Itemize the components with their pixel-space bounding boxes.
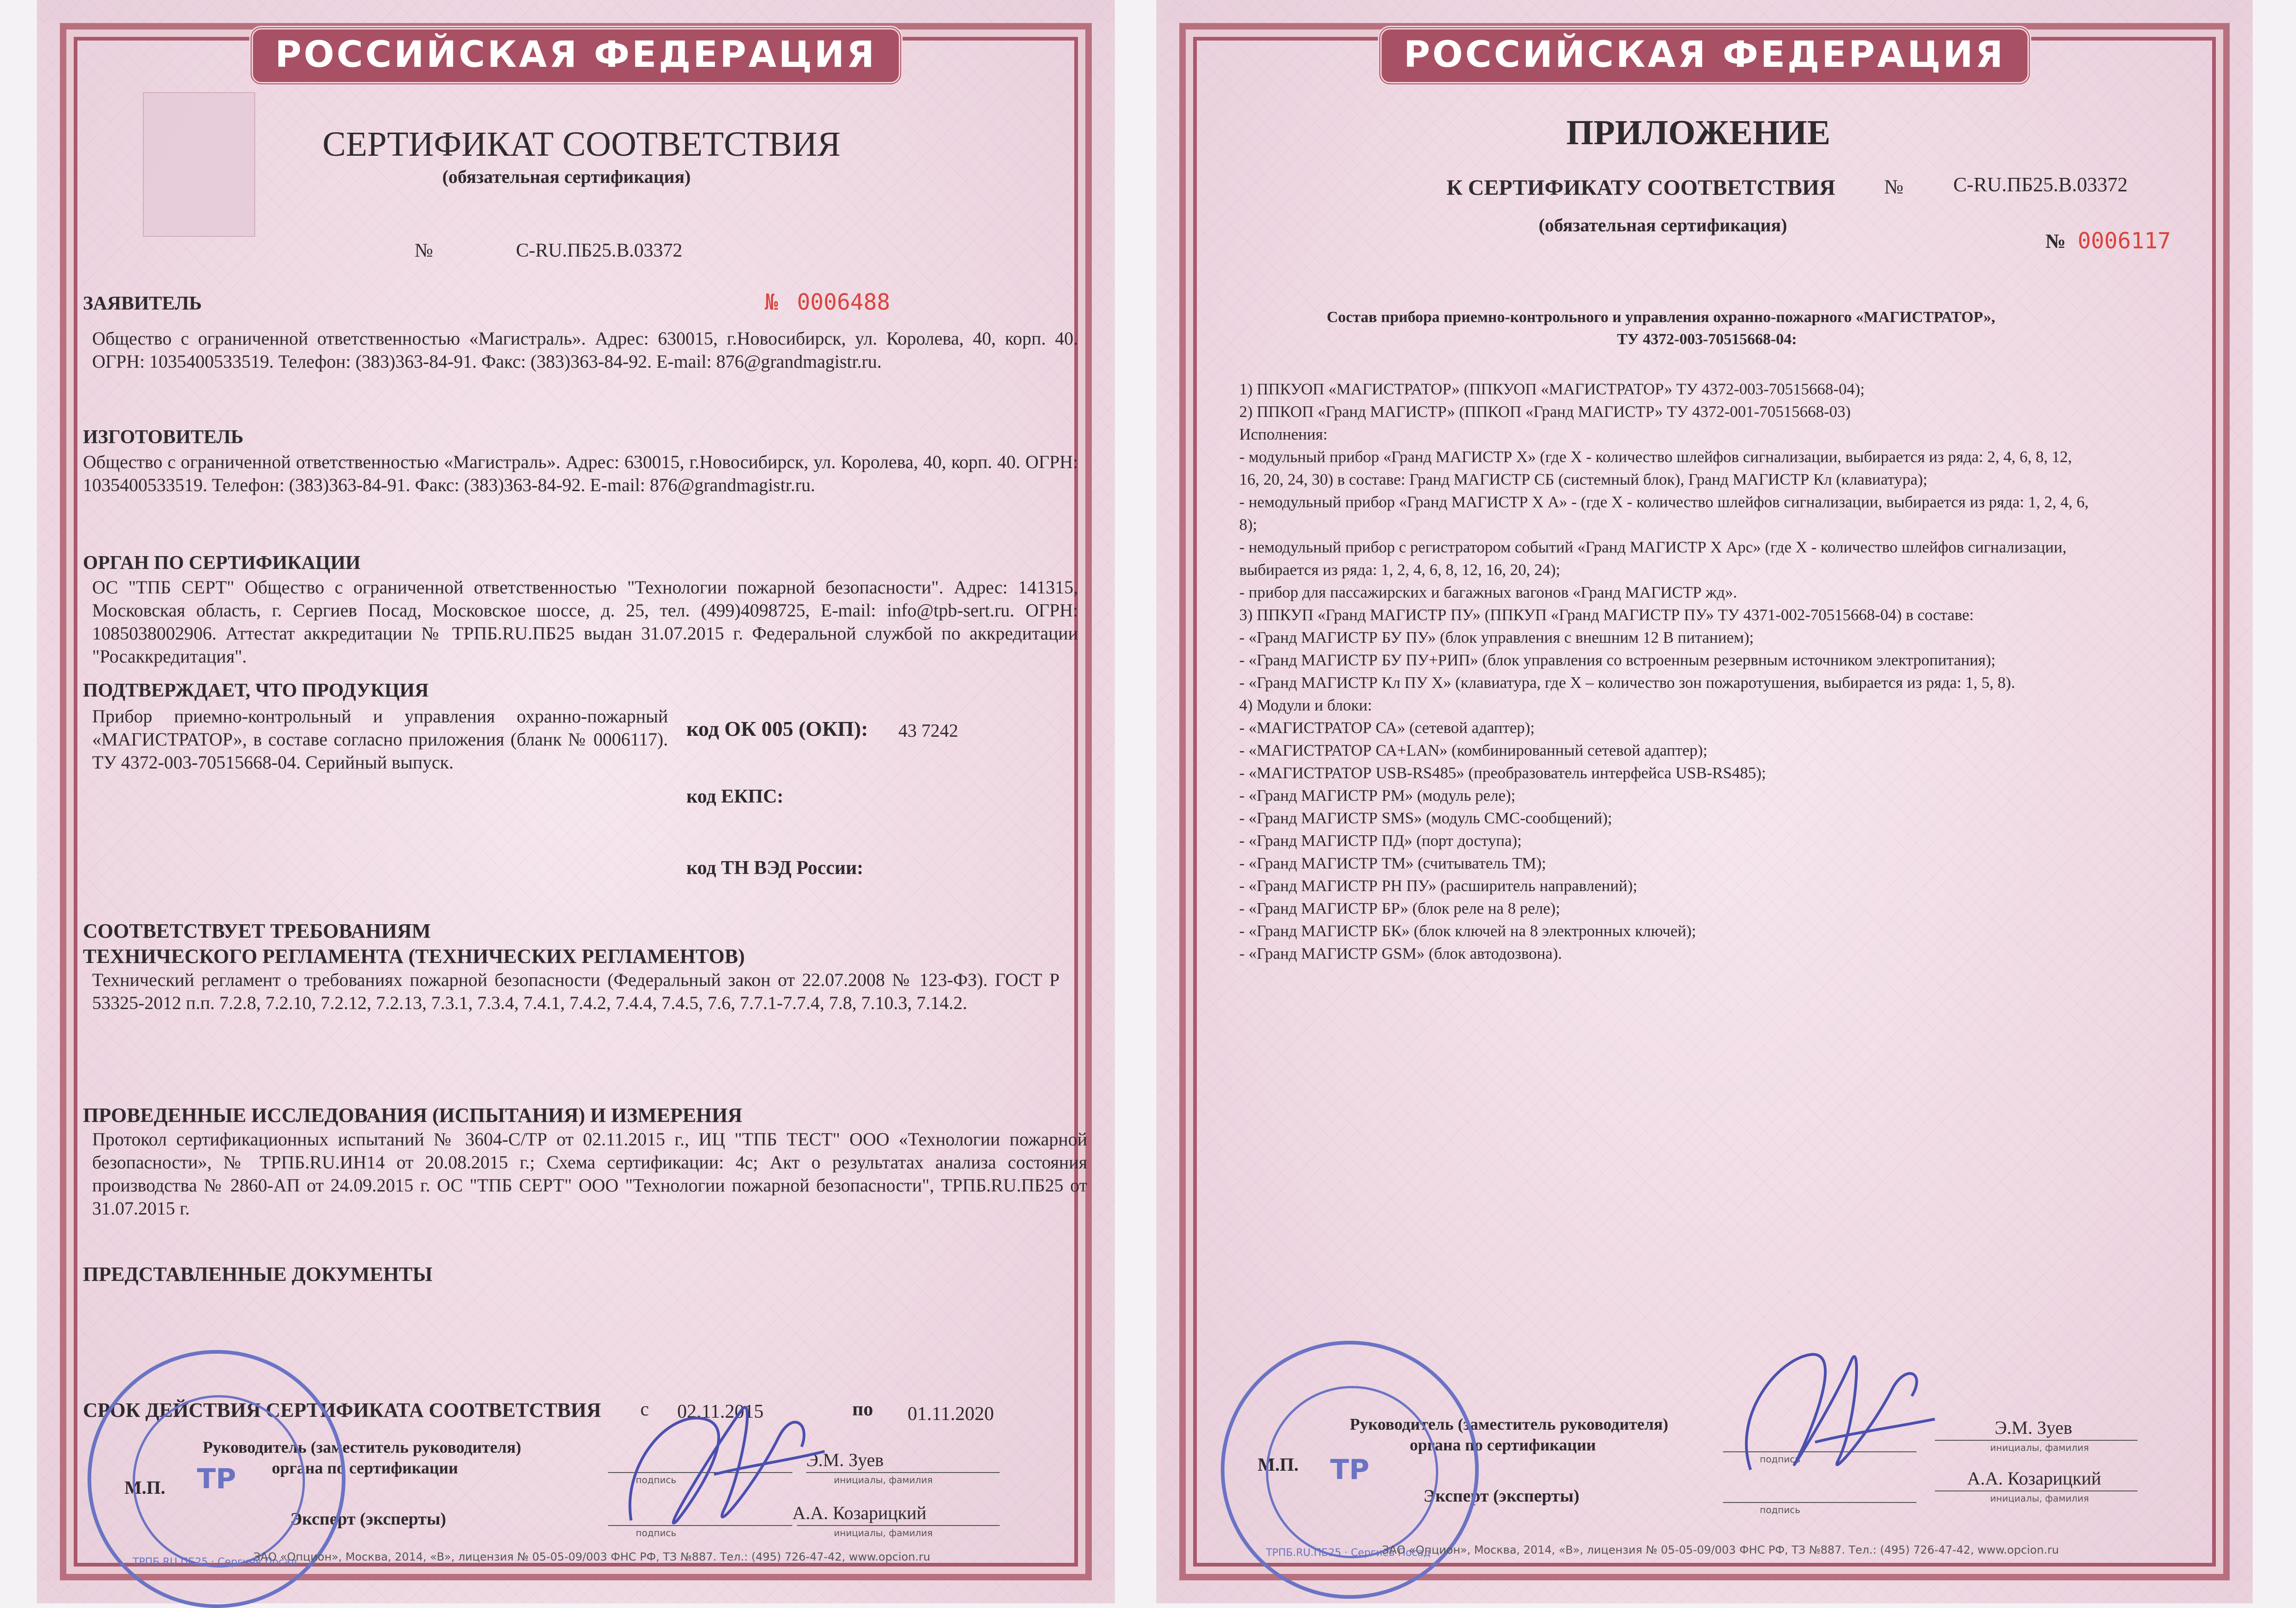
head-label-2: органа по сертификации [1410, 1436, 1596, 1454]
list-item: 1) ППКУОП «МАГИСТРАТОР» (ППКУОП «МАГИСТРАТОР» ТУ 4372-003-70515668-04); [1239, 380, 1865, 398]
okp-code-value: 43 7242 [898, 720, 958, 741]
mp-label: М.П. [124, 1477, 165, 1498]
list-item: - немодульный прибор «Гранд МАГИСТР X А» - (где X - количество шлейфов сигнализации, выбирается из ряда: 1, 2, 4, 6, [1239, 493, 2089, 511]
form-number-label: № [765, 289, 778, 315]
validity-to-date: 01.11.2020 [908, 1403, 994, 1425]
composition-title-2: ТУ 4372-003-70515668-04: [1617, 331, 1797, 348]
list-item: - «Гранд МАГИСТР ТМ» (считыватель ТМ); [1239, 854, 1546, 872]
appendix-form-number-label: № [2045, 230, 2066, 252]
list-item: - «Гранд МАГИСТР ПД» (порт доступа); [1239, 832, 1522, 850]
expert-sign-caption: подпись [1760, 1504, 1800, 1515]
expert-name: А.А. Козарицкий [1967, 1468, 2102, 1489]
manufacturer-heading: ИЗГОТОВИТЕЛЬ [83, 427, 244, 448]
expert-label: Эксперт (эксперты) [1423, 1486, 1580, 1506]
form-number: 0006488 [797, 289, 890, 315]
product-text: Прибор приемно-контрольный и управления охранно-пожарный «МАГИСТРАТОР», в составе согласно приложения (бланк № 0006117). ТУ 4372-003-70515668-04. Серийный выпуск. [92, 706, 668, 773]
validity-from-date: 02.11.2015 [677, 1401, 764, 1422]
signature-scribble [603, 1382, 843, 1548]
cert-number: C-RU.ПБ25.В.03372 [516, 240, 683, 261]
head-label-1: Руководитель (заместитель руководителя) [1350, 1415, 1669, 1433]
expert-initials-caption: инициалы, фамилия [1990, 1493, 2089, 1504]
ekps-code-label: код ЕКПС: [686, 786, 784, 807]
appendix-title: ПРИЛОЖЕНИЕ [1566, 113, 1831, 152]
list-item: - «Гранд МАГИСТР БУ ПУ» (блок управления с внешним 12 В питанием); [1239, 628, 1754, 646]
expert-sign-caption: подпись [636, 1527, 676, 1538]
tnved-code-label: код ТН ВЭД России: [686, 857, 864, 879]
seal-stamp [88, 1350, 346, 1608]
list-item: Исполнения: [1239, 425, 1328, 443]
list-item: - «Гранд МАГИСТР БУ ПУ+РИП» (блок управления со встроенным резервным источником электропитания); [1239, 651, 1996, 669]
composition-list [1239, 378, 2089, 965]
head-name: Э.М. Зуев [1995, 1417, 2073, 1438]
list-item: - немодульный прибор с регистратором событий «Гранд МАГИСТР X Арс» (где X - количество шлейфов сигнализации, [1239, 538, 2067, 556]
cert-number-label: № [415, 240, 433, 261]
expert-signature-line [1723, 1502, 1916, 1503]
validity-from-label: с [640, 1399, 649, 1420]
list-item: - «Гранд МАГИСТР Кл ПУ X» (клавиатура, где X – количество зон пожаротушения, выбирается из ряда: 1, 5, 8). [1239, 674, 2015, 692]
seal-center-text: ТР [1330, 1454, 1370, 1486]
expert-initials-caption: инициалы, фамилия [834, 1527, 933, 1538]
appendix-number-label: № [1884, 176, 1904, 198]
head-name: Э.М. Зуев [806, 1450, 884, 1470]
hologram-area [143, 92, 255, 237]
seal-stamp [1221, 1341, 1479, 1599]
expert-name: А.А. Козарицкий [792, 1502, 927, 1523]
manufacturer-text: Общество с ограниченной ответственностью «Магистраль». Адрес: 630015, г.Новосибирск, ул. Королева, 40, корп. 40. ОГРН: 1035400533519. Телефон: (383)363-84-91. Факс: (383)363-84-92. E-mail: 876@grandmagistr.ru. [83, 452, 1078, 495]
appendix-sheet [1156, 0, 2253, 1603]
head-initials-caption: инициалы, фамилия [834, 1474, 933, 1485]
list-item: - «Гранд МАГИСТР БР» (блок реле на 8 реле); [1239, 899, 1560, 917]
printer-footer: ЗАО «Опцион», Москва, 2014, «В», лицензия № 05-05-09/003 ФНС РФ, ТЗ №887. Тел.: (495) 726-47-42, www.opcion.ru [1382, 1543, 2059, 1556]
to-certificate-label: К СЕРТИФИКАТУ СООТВЕТСТВИЯ [1447, 176, 1835, 200]
list-item: 4) Модули и блоки: [1239, 696, 1372, 714]
appendix-form-number: 0006117 [2078, 228, 2171, 254]
conforms-heading-2: ТЕХНИЧЕСКОГО РЕГЛАМЕНТА (ТЕХНИЧЕСКИХ РЕГЛАМЕНТОВ) [83, 945, 745, 968]
certificate-subtitle: (обязательная сертификация) [442, 166, 691, 187]
list-item: - «Гранд МАГИСТР SMS» (модуль СМС-сообщений); [1239, 809, 1612, 827]
okp-code-label: код ОК 005 (ОКП): [686, 717, 868, 740]
list-item: 3) ППКУП «Гранд МАГИСТР ПУ» (ППКУП «Гранд МАГИСТР ПУ» ТУ 4371-002-70515668-04) в составе: [1239, 606, 1974, 624]
banner-russian-federation: РОССИЙСКАЯ ФЕДЕРАЦИЯ [249, 26, 902, 86]
composition-title-1: Состав прибора приемно-контрольного и управления охранно-пожарного «МАГИСТРАТОР», [1327, 309, 1995, 326]
head-label-1: Руководитель (заместитель руководителя) [203, 1438, 521, 1456]
validity-heading: СРОК ДЕЙСТВИЯ СЕРТИФИКАТА СООТВЕТСТВИЯ [83, 1399, 601, 1421]
tests-heading: ПРОВЕДЕННЫЕ ИССЛЕДОВАНИЯ (ИСПЫТАНИЯ) И ИЗМЕРЕНИЯ [83, 1104, 743, 1127]
list-item: - «Гранд МАГИСТР GSM» (блок автодозвона). [1239, 945, 1562, 962]
mp-label: М.П. [1258, 1454, 1299, 1475]
list-item: выбирается из ряда: 1, 2, 4, 6, 8, 12, 16, 20, 24); [1239, 561, 1560, 579]
head-sign-caption: подпись [1760, 1454, 1800, 1465]
list-item: - «МАГИСТРАТОР СА+LAN» (комбинированный сетевой адаптер); [1239, 741, 1708, 759]
list-item: 8); [1239, 516, 1257, 534]
list-item: - модульный прибор «Гранд МАГИСТР X» (где X - количество шлейфов сигнализации, выбирается из ряда: 2, 4, 6, 8, 12, [1239, 448, 2072, 466]
list-item: 16, 20, 24, 30) в составе: Гранд МАГИСТР СБ (системный блок), Гранд МАГИСТР Кл (клавиатура); [1239, 470, 1927, 488]
conforms-heading-1: СООТВЕТСТВУЕТ ТРЕБОВАНИЯМ [83, 920, 431, 942]
certification-body-text: ОС "ТПБ СЕРТ" Общество с ограниченной ответственностью "Технологии пожарной безопасности". Адрес: 141315, Московская область, г. Сергиев Посад, Московское шоссе, д. 25, тел. (499)4098725, E-mail: info@tpb-sert.ru. ОГРН: 1085038002906. Аттестат аккредитации № ТРПБ.RU.ПБ25 выдан 31.07.2015 г. Федеральной службой по аккредитации "Росаккредитация". [92, 577, 1078, 667]
expert-label: Эксперт (эксперты) [290, 1509, 446, 1529]
list-item: 2) ППКОП «Гранд МАГИСТР» (ППКОП «Гранд МАГИСТР» ТУ 4372-001-70515668-03) [1239, 403, 1851, 421]
head-initials-caption: инициалы, фамилия [1990, 1442, 2089, 1453]
list-item: - «Гранд МАГИСТР БК» (блок ключей на 8 электронных ключей); [1239, 922, 1696, 940]
certification-body-heading: ОРГАН ПО СЕРТИФИКАЦИИ [83, 552, 361, 574]
head-name-line [1935, 1440, 2138, 1441]
head-sign-caption: подпись [636, 1474, 676, 1485]
seal-ring-text: ТРПБ.RU.ПБ25 · Сергиев Посад [133, 1556, 298, 1568]
documents-heading: ПРЕДСТАВЛЕННЫЕ ДОКУМЕНТЫ [83, 1263, 433, 1285]
seal-center-text: ТР [197, 1463, 236, 1495]
conforms-text: Технический регламент о требованиях пожарной безопасности (Федеральный закон от 22.07.2008 № 123-ФЗ). ГОСТ Р 53325-2012 п.п. 7.2.8, 7.2.10, 7.2.12, 7.2.13, 7.3.1, 7.3.4, 7.4.1, 7.4.2, 7.4.4, 7.4.5, 7.6, 7.7.1-7.7.4, 7.8, 7.10.3, 7.14.2. [92, 969, 1060, 1013]
applicant-heading: ЗАЯВИТЕЛЬ [83, 293, 202, 314]
certificate-title: СЕРТИФИКАТ СООТВЕТСТВИЯ [322, 125, 841, 164]
seal-ring-text: ТРПБ.RU.ПБ25 · Сергиев Посад [1266, 1547, 1431, 1559]
list-item: - прибор для пассажирских и багажных вагонов «Гранд МАГИСТР жд». [1239, 583, 1737, 601]
tests-text: Протокол сертификационных испытаний № 3604-С/ТР от 02.11.2015 г., ИЦ "ТПБ ТЕСТ" ООО «Технологии пожарной безопасности», № ТРПБ.RU.ИН14 от 20.08.2015 г.; Схема сертификации: 4с; Акт о результатах анализа состояния производства № 2860-АП от 24.09.2015 г. ОС "ТПБ СЕРТ" ООО "Технологии пожарной безопасности", ТРПБ.RU.ПБ25 от 31.07.2015 г. [92, 1129, 1087, 1219]
signature-scribble [1695, 1322, 1953, 1497]
list-item: - «МАГИСТРАТОР СА» (сетевой адаптер); [1239, 719, 1535, 737]
printer-footer: ЗАО «Опцион», Москва, 2014, «В», лицензия № 05-05-09/003 ФНС РФ, ТЗ №887. Тел.: (495) 726-47-42, www.opcion.ru [253, 1550, 931, 1563]
banner-russian-federation: РОССИЙСКАЯ ФЕДЕРАЦИЯ [1378, 26, 2031, 86]
applicant-text: Общество с ограниченной ответственностью «Магистраль». Адрес: 630015, г.Новосибирск, ул. Королева, 40, корп. 40. ОГРН: 1035400533519. Телефон: (383)363-84-91. Факс: (383)363-84-92. E-mail: 876@grandmagistr.ru. [92, 328, 1078, 372]
list-item: - «Гранд МАГИСТР РМ» (модуль реле); [1239, 786, 1516, 804]
appendix-cert-number: C-RU.ПБ25.В.03372 [1953, 173, 2128, 196]
confirms-heading: ПОДТВЕРЖДАЕТ, ЧТО ПРОДУКЦИЯ [83, 680, 429, 701]
certificate-sheet [37, 0, 1115, 1603]
appendix-subtitle: (обязательная сертификация) [1539, 215, 1787, 235]
head-label-2: органа по сертификации [272, 1459, 458, 1477]
validity-to-label: по [852, 1399, 873, 1420]
list-item: - «МАГИСТРАТОР USB-RS485» (преобразователь интерфейса USB-RS485); [1239, 764, 1766, 782]
list-item: - «Гранд МАГИСТР РН ПУ» (расширитель направлений); [1239, 877, 1638, 895]
